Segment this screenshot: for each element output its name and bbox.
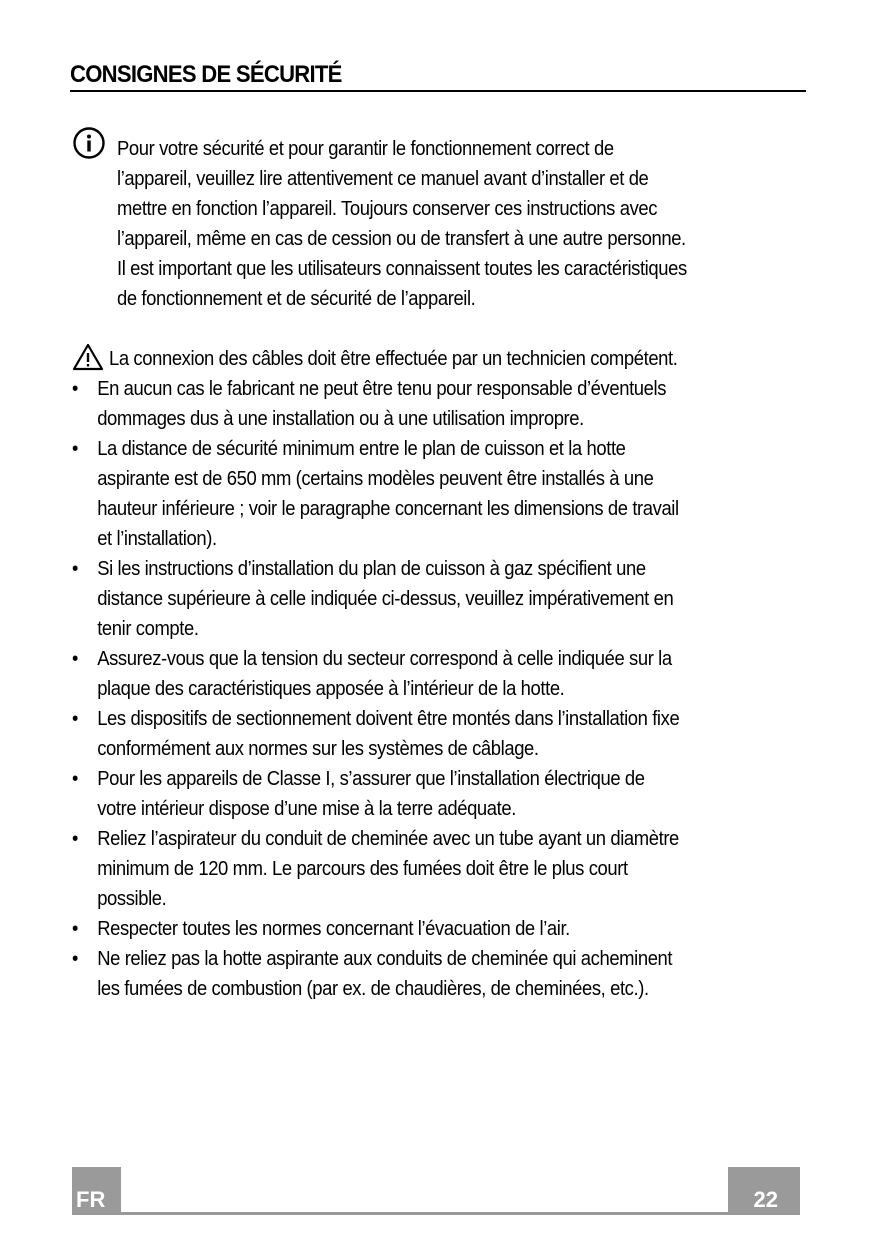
page-number-tab [728, 1167, 800, 1215]
info-line: mettre en fonction l’appareil. Toujours conserver ces instructions avec [117, 197, 658, 220]
list-item-line: Respecter toutes les normes concernant l’évacuation de l’air. [97, 917, 570, 940]
list-item-line: Si les instructions d’installation du plan de cuisson à gaz spécifient une [97, 557, 646, 580]
list-item [72, 944, 792, 1004]
list-item [72, 824, 792, 914]
bullet-glyph: • [72, 918, 78, 940]
list-item [72, 554, 792, 644]
list-item-line: En aucun cas le fabricant ne peut être tenu pour responsable d’éventuels [97, 377, 667, 400]
bullet-glyph: • [72, 828, 78, 850]
page-number: 22 [753, 1187, 778, 1212]
bullet-glyph: • [72, 438, 78, 460]
list-item-line: aspirante est de 650 mm (certains modèles peuvent être installés à une [97, 467, 654, 490]
language-label: FR [76, 1187, 106, 1212]
info-line: l’appareil, même en cas de cession ou de transfert à une autre personne. [117, 227, 686, 250]
list-item-line: distance supérieure à celle indiquée ci-dessus, veuillez impérativement en [97, 587, 674, 610]
list-item [72, 374, 792, 434]
section-heading [70, 58, 806, 92]
list-item-line: plaque des caractéristiques apposée à l’intérieur de la hotte. [97, 677, 565, 700]
list-item-line: hauteur inférieure ; voir le paragraphe concernant les dimensions de travail [97, 497, 679, 520]
bullet-glyph: • [72, 378, 78, 400]
info-line: de fonctionnement et de sécurité de l’appareil. [117, 287, 476, 310]
list-item-line: les fumées de combustion (par ex. de chaudières, de cheminées, etc.). [97, 977, 649, 1000]
list-item [72, 764, 792, 824]
info-line: Pour votre sécurité et pour garantir le fonctionnement correct de [117, 137, 614, 160]
bullet-glyph: • [72, 648, 78, 670]
list-item-line: et l’installation). [97, 527, 217, 550]
warning-text: La connexion des câbles doit être effectuée par un technicien compétent. [109, 347, 678, 370]
safety-list [72, 374, 792, 1004]
bullet-glyph: • [72, 708, 78, 730]
list-item-line: Reliez l’aspirateur du conduit de cheminée avec un tube ayant un diamètre [97, 827, 679, 850]
bullet-glyph: • [72, 948, 78, 970]
bullet-glyph: • [72, 768, 78, 790]
list-item [72, 704, 792, 764]
info-line: l’appareil, veuillez lire attentivement ce manuel avant d’installer et de [117, 167, 649, 190]
warning-triangle-icon [72, 343, 104, 371]
list-item-line: Ne reliez pas la hotte aspirante aux conduits de cheminée qui acheminent [97, 947, 673, 970]
page-title: CONSIGNES DE SÉCURITÉ [70, 61, 342, 88]
info-text [117, 134, 783, 314]
list-item-line: conformément aux normes sur les systèmes de câblage. [97, 737, 539, 760]
list-item-line: possible. [97, 887, 167, 910]
list-item [72, 914, 792, 944]
list-item-line: votre intérieur dispose d’une mise à la terre adéquate. [97, 797, 516, 820]
list-item-line: tenir compte. [97, 617, 199, 640]
footer-rule [121, 1212, 729, 1215]
bullet-glyph: • [72, 558, 78, 580]
list-item-line: La distance de sécurité minimum entre le plan de cuisson et la hotte [97, 437, 626, 460]
list-item-line: minimum de 120 mm. Le parcours des fumées doit être le plus court [97, 857, 628, 880]
list-item-line: dommages dus à une installation ou à une utilisation impropre. [97, 407, 584, 430]
list-item-line: Assurez-vous que la tension du secteur correspond à celle indiquée sur la [97, 647, 672, 670]
info-icon [72, 126, 106, 160]
info-line: Il est important que les utilisateurs connaissent toutes les caractéristiques [117, 257, 687, 280]
list-item-line: Pour les appareils de Classe I, s’assurer que l’installation électrique de [97, 767, 645, 790]
list-item [72, 644, 792, 704]
list-item-line: Les dispositifs de sectionnement doivent être montés dans l’installation fixe [97, 707, 680, 730]
list-item [72, 434, 792, 554]
language-tab [72, 1167, 121, 1215]
